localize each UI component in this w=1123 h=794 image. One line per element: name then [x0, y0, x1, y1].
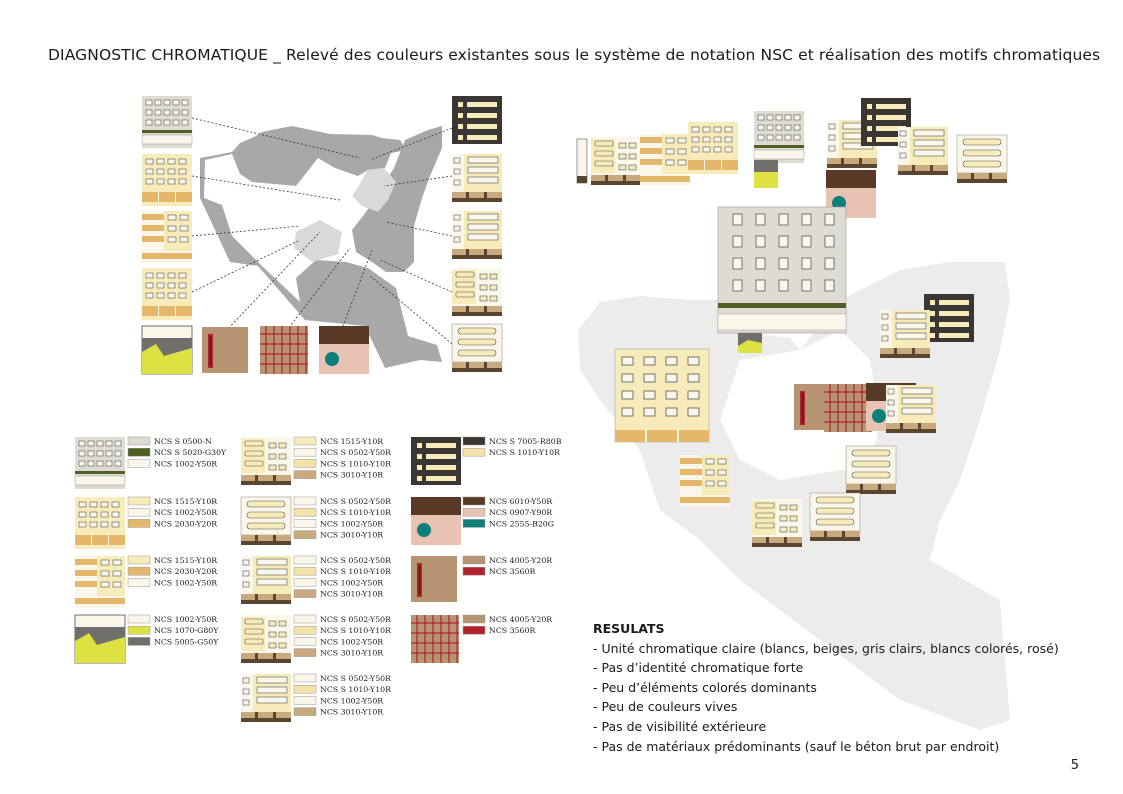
window	[688, 374, 699, 382]
legend-label: NCS S 0502-Y50R	[320, 615, 391, 624]
legend-label: NCS S 1010-Y10R	[320, 459, 391, 469]
results-item-6: - Pas de matériaux prédominants (sauf le béton brut par endroit)	[593, 738, 1000, 754]
results-item-1: - Unité chromatique claire (blancs, beiges, gris clairs, blancs colorés, rosé)	[593, 640, 1059, 656]
legend-swatch	[463, 437, 485, 445]
window	[756, 258, 765, 269]
window	[825, 214, 834, 225]
legend-entry-lime-slate	[128, 615, 219, 646]
window	[622, 357, 633, 365]
legend-swatch	[294, 437, 316, 445]
legend-label: NCS 1515-Y10R	[154, 497, 218, 506]
legend-swatch	[294, 649, 316, 657]
legend-swatch	[294, 508, 316, 516]
window	[688, 408, 699, 416]
legend-swatch	[294, 448, 316, 456]
legend-label: NCS S 1010-Y10R	[489, 448, 560, 458]
legend-swatch	[294, 459, 316, 467]
legend-label: NCS 1002-Y50R	[320, 696, 384, 706]
motif-grid-gray	[142, 96, 192, 148]
legend-swatch	[128, 508, 150, 516]
legend-swatch	[294, 626, 316, 634]
legend-swatch	[463, 508, 485, 516]
legend-swatch	[294, 519, 316, 527]
legend-swatch	[128, 448, 150, 456]
legend-motif-cream-panels-1	[241, 437, 291, 485]
legend-swatch	[294, 685, 316, 693]
window	[644, 408, 655, 416]
legend-swatch	[294, 556, 316, 564]
legend-swatch	[294, 637, 316, 645]
legend-entry-cream-panels-3	[294, 556, 392, 599]
legend-swatch	[128, 459, 150, 467]
legend-entry-pink-teal	[463, 497, 554, 528]
legend-label: NCS S 0502-Y50R	[320, 497, 391, 506]
legend-swatch	[294, 590, 316, 598]
window	[756, 214, 765, 225]
legend-label: NCS S 0500-N	[154, 437, 212, 446]
window	[756, 236, 765, 247]
legend-motif-cream-panels-4	[241, 615, 291, 663]
street-elevation	[577, 98, 1007, 218]
window	[622, 408, 633, 416]
window	[688, 357, 699, 365]
window	[756, 280, 765, 291]
legend-label: NCS 6010-Y50R	[489, 497, 553, 506]
legend-swatch	[463, 519, 485, 527]
legend-label: NCS 3560R	[489, 567, 536, 577]
motif-lime-slate	[142, 326, 192, 374]
window	[779, 280, 788, 291]
legend-label: NCS 1002-Y50R	[320, 637, 384, 647]
results-item-5: - Pas de visibilité extérieure	[593, 718, 767, 734]
legend-label: NCS 2555-B20G	[489, 519, 554, 529]
legend-label: NCS S 1010-Y10R	[320, 567, 391, 577]
legend-swatch	[294, 708, 316, 716]
legend-motif-cream-panels-3	[241, 556, 291, 604]
legend-swatch	[294, 497, 316, 505]
motif-cream-side-1	[452, 154, 502, 202]
legend-motif-tan-grid	[411, 615, 459, 663]
window	[622, 374, 633, 382]
legend-motif-cream-panels-5	[241, 674, 291, 722]
legend-entry-grid-gray	[128, 437, 227, 468]
motif-pink-teal	[319, 326, 369, 374]
window	[779, 236, 788, 247]
legend-label: NCS 2030-Y20R	[154, 567, 218, 577]
legend-swatch	[463, 497, 485, 505]
legend-swatch	[294, 615, 316, 623]
window	[688, 391, 699, 399]
window	[779, 258, 788, 269]
window	[733, 236, 742, 247]
legend-label: NCS 0907-Y90R	[489, 508, 553, 518]
legend-entry-grid-cream	[128, 497, 218, 528]
legend-label: NCS 3010-Y10R	[320, 707, 384, 717]
legend-label: NCS S 7005-R80B	[489, 437, 562, 446]
legend-label: NCS 1002-Y50R	[320, 578, 384, 588]
window	[779, 214, 788, 225]
legend-swatch	[294, 471, 316, 479]
window	[644, 374, 655, 382]
legend-motif-tan-red	[411, 556, 457, 602]
motif-grid-cream	[142, 154, 192, 206]
legend-motif-pink-teal	[411, 497, 461, 545]
legend-swatch	[463, 556, 485, 564]
legend-label: NCS S 5020-G30Y	[154, 448, 227, 458]
legend-entry-cream-panels-2	[294, 497, 392, 540]
legend-swatch	[294, 531, 316, 539]
legend-entry-tan-red	[463, 556, 553, 576]
legend-swatch	[128, 556, 150, 564]
legend-label: NCS 1515-Y10R	[320, 437, 384, 446]
legend-entry-cream-panels-1	[294, 437, 392, 480]
legend-swatch	[128, 567, 150, 575]
legend-swatch	[463, 567, 485, 575]
window	[644, 391, 655, 399]
motif-bands-ochre	[142, 211, 192, 263]
legend-motif-grid-gray	[75, 437, 125, 489]
legend-label: NCS 1002-Y50R	[154, 459, 218, 469]
legend-label: NCS 3010-Y10R	[320, 589, 384, 599]
legend-entry-cream-panels-4	[294, 615, 392, 658]
legend-label: NCS 5005-G50Y	[154, 637, 219, 647]
legend-label: NCS 3560R	[489, 626, 536, 636]
window	[666, 391, 677, 399]
window	[666, 357, 677, 365]
legend-label: NCS 4005-Y20R	[489, 556, 553, 565]
window	[802, 280, 811, 291]
legend-label: NCS S 0502-Y50R	[320, 556, 391, 565]
legend	[75, 437, 562, 722]
legend-swatch	[128, 437, 150, 445]
legend-swatch	[128, 615, 150, 623]
legend-label: NCS S 1010-Y10R	[320, 685, 391, 695]
legend-label: NCS 3010-Y10R	[320, 648, 384, 658]
legend-entry-cream-panels-5	[294, 674, 392, 717]
legend-entry-tan-grid	[463, 615, 553, 635]
legend-swatch	[294, 674, 316, 682]
legend-swatch	[128, 497, 150, 505]
page-title: DIAGNOSTIC CHROMATIQUE _ Relevé des couleurs existantes sous le système de notation NSC et réalisation des motifs chromatiques	[48, 46, 1101, 64]
window	[733, 214, 742, 225]
legend-swatch	[294, 578, 316, 586]
legend-entry-bands-ochre	[128, 556, 218, 587]
window	[644, 357, 655, 365]
window	[733, 258, 742, 269]
legend-label: NCS 1515-Y10R	[154, 556, 218, 565]
legend-motif-cream-panels-2	[241, 497, 291, 545]
legend-label: NCS S 1010-Y10R	[320, 626, 391, 636]
page-number: 5	[1070, 758, 1079, 773]
legend-entry-dark-stripes	[463, 437, 562, 457]
motif-dark-stripes	[452, 96, 502, 144]
legend-motif-grid-cream	[75, 497, 125, 549]
legend-label: NCS 1070-G80Y	[154, 626, 219, 636]
window	[825, 258, 834, 269]
legend-motif-bands-ochre	[75, 556, 125, 608]
site-plan-block-light-2	[294, 220, 342, 262]
window	[733, 280, 742, 291]
legend-swatch	[294, 696, 316, 704]
legend-label: NCS S 0502-Y50R	[320, 448, 391, 458]
window	[802, 258, 811, 269]
window	[802, 214, 811, 225]
legend-swatch	[128, 519, 150, 527]
window	[802, 236, 811, 247]
legend-label: NCS 4005-Y20R	[489, 615, 553, 624]
legend-label: NCS 3010-Y10R	[320, 530, 384, 540]
legend-swatch	[463, 448, 485, 456]
legend-label: NCS S 1010-Y10R	[320, 508, 391, 518]
legend-swatch	[128, 578, 150, 586]
legend-swatch	[294, 567, 316, 575]
legend-label: NCS 1002-Y50R	[154, 508, 218, 518]
window	[825, 236, 834, 247]
legend-swatch	[128, 626, 150, 634]
legend-label: NCS 2030-Y20R	[154, 519, 218, 529]
motif-cream-ribbons	[452, 324, 502, 372]
window	[666, 408, 677, 416]
results-panel	[593, 619, 1059, 756]
window	[825, 280, 834, 291]
legend-swatch	[463, 615, 485, 623]
motif-cream-grid-small	[142, 268, 192, 320]
window	[666, 374, 677, 382]
legend-label: NCS 1002-Y50R	[154, 615, 218, 624]
results-item-3: - Peu d’éléments colorés dominants	[593, 679, 817, 695]
motif-cream-side-2	[452, 211, 502, 259]
legend-label: NCS S 0502-Y50R	[320, 674, 391, 683]
motif-cream-panels	[452, 268, 502, 316]
legend-motif-dark-stripes	[411, 437, 461, 485]
legend-motif-lime-slate	[75, 615, 125, 663]
results-item-2: - Pas d’identité chromatique forte	[593, 660, 804, 676]
legend-label: NCS 3010-Y10R	[320, 470, 384, 480]
motif-tan-red	[202, 327, 248, 373]
results-title: RESULATS	[593, 621, 665, 636]
legend-swatch	[128, 637, 150, 645]
window	[622, 391, 633, 399]
motif-tan-grid	[260, 326, 308, 374]
legend-label: NCS 1002-Y50R	[154, 578, 218, 588]
legend-label: NCS 1002-Y50R	[320, 519, 384, 529]
legend-swatch	[463, 626, 485, 634]
results-item-4: - Peu de couleurs vives	[593, 699, 738, 715]
